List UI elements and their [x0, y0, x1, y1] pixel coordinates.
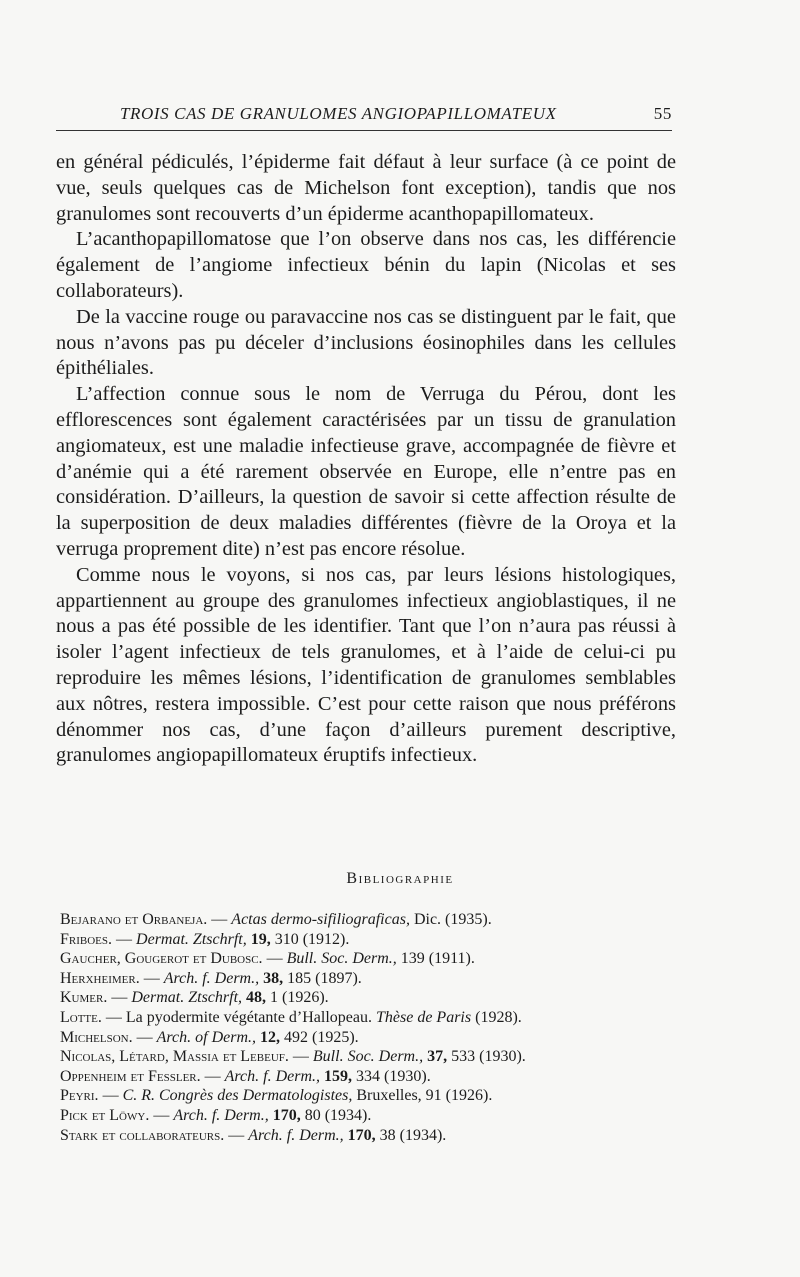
- reference-item: [60, 910, 700, 930]
- ref-journal: Arch. f. Derm.,: [224, 1067, 321, 1085]
- reference-list: [60, 910, 700, 1145]
- ref-details: 80 (1934).: [300, 1106, 372, 1124]
- ref-authors: Oppenheim et Fessler.: [60, 1067, 201, 1085]
- ref-volume: 19,: [250, 930, 271, 948]
- reference-item: [60, 969, 700, 989]
- ref-separator: —: [262, 950, 287, 968]
- page-number: 55: [653, 104, 672, 123]
- ref-journal: Dermat. Ztschrft,: [136, 930, 247, 948]
- ref-authors: Michelson.: [60, 1028, 133, 1046]
- reference-item: [60, 949, 700, 969]
- paragraph: Comme nous le voyons, si nos cas, par leurs lésions histologiques, appartiennent au groupe des granulomes infectieux angioblastiques, il ne nous a pas été possible de les identifier. Tant que l’on n’aura pas réussi à isoler l’agent infectieux de tels granulomes, et à l’aide de celui-ci pu reproduire les mêmes lésions, l’identification de granulomes semblables aux nôtres, restera impossible. C’est pour cette raison que nous préférons dénommer nos cas, d’une façon d’ailleurs purement descriptive, granulomes angiopapillomateux éruptifs infectieux.: [56, 563, 676, 767]
- reference-item: [60, 1047, 700, 1067]
- ref-details: Bruxelles, 91 (1926).: [352, 1087, 493, 1105]
- ref-volume: 170,: [272, 1106, 301, 1124]
- ref-journal: Dermat. Ztschrft,: [131, 989, 243, 1007]
- ref-authors: Herxheimer.: [60, 969, 140, 987]
- reference-item: [60, 1086, 700, 1106]
- reference-item: [60, 988, 700, 1008]
- ref-separator: —: [98, 1087, 123, 1105]
- ref-volume: 170,: [347, 1126, 376, 1144]
- ref-authors: Lotte.: [60, 1008, 102, 1026]
- ref-details: 139 (1911).: [396, 950, 475, 968]
- ref-separator: —: [207, 911, 232, 928]
- reference-item: [60, 1008, 700, 1028]
- ref-details: 1 (1926).: [266, 989, 329, 1007]
- ref-details: 185 (1897).: [283, 969, 362, 987]
- ref-authors: Stark et collaborateurs.: [60, 1126, 225, 1144]
- paragraph: De la vaccine rouge ou paravaccine nos cas se distinguent par le fait, que nous n’avons pas pu déceler d’inclusions éosinophiles dans les cellules épithéliales.: [56, 305, 676, 380]
- ref-journal: Arch. of Derm.,: [156, 1028, 257, 1046]
- ref-journal: Bull. Soc. Derm.,: [312, 1048, 424, 1066]
- ref-separator: —: [132, 1028, 157, 1046]
- reference-item: [60, 1028, 700, 1048]
- ref-authors: Kumer.: [60, 989, 108, 1007]
- paragraph: L’affection connue sous le nom de Verruga du Pérou, dont les efflorescences sont également caractérisées par un tissu de granulation angiomateux, est une maladie infectieuse grave, accompagnée de fièvre et d’anémie qui a été rarement observée en Europe, elle n’entre pas en considération. D’ailleurs, la question de savoir si cette affection résulte de la superposition de deux maladies différentes (fièvre de la Oroya et la verruga proprement dite) n’est pas encore résolue.: [56, 383, 676, 560]
- ref-separator: —: [200, 1067, 225, 1085]
- ref-details: Dic. (1935).: [409, 911, 492, 928]
- reference-item: [60, 1126, 700, 1146]
- reference-item: [60, 1067, 700, 1087]
- ref-volume: 48,: [246, 989, 267, 1007]
- ref-separator: — La pyodermite végétante d’Hallopeau.: [101, 1008, 376, 1026]
- running-title: TROIS CAS DE GRANULOMES ANGIOPAPILLOMATEUX: [120, 104, 557, 123]
- body-text: [56, 150, 676, 769]
- ref-authors: Gaucher, Gougerot et Dubosc.: [60, 950, 263, 968]
- ref-journal: C. R. Congrès des Dermatologistes,: [122, 1087, 353, 1105]
- ref-journal: Arch. f. Derm.,: [173, 1106, 269, 1124]
- reference-item: [60, 1106, 700, 1126]
- ref-authors: Pick et Löwy.: [60, 1106, 150, 1124]
- ref-separator: —: [224, 1126, 249, 1144]
- ref-authors: Bejarano et Orbaneja.: [60, 911, 208, 928]
- ref-details: 533 (1930).: [447, 1048, 526, 1066]
- paragraph: en général pédiculés, l’épiderme fait défaut à leur surface (à ce point de vue, seuls quelques cas de Michelson font exception), tandis que nos granulomes sont recouverts d’un épiderme acanthopapillomateux.: [56, 151, 676, 225]
- ref-details: 38 (1934).: [375, 1126, 447, 1144]
- ref-separator: —: [288, 1048, 313, 1066]
- ref-volume: 12,: [260, 1028, 281, 1046]
- ref-authors: Friboes.: [60, 930, 113, 948]
- ref-volume: 38,: [263, 969, 284, 987]
- ref-journal: Actas dermo-sifiliograficas,: [231, 911, 410, 928]
- ref-separator: —: [149, 1106, 174, 1124]
- ref-journal: Thèse de Paris: [376, 1008, 472, 1026]
- ref-separator: —: [107, 989, 132, 1007]
- ref-details: 310 (1912).: [270, 930, 350, 948]
- reference-item: [60, 930, 700, 950]
- ref-journal: Bull. Soc. Derm.,: [286, 950, 397, 968]
- ref-details: 492 (1925).: [280, 1028, 359, 1046]
- ref-details: (1928).: [471, 1008, 522, 1026]
- ref-separator: —: [112, 930, 137, 948]
- ref-authors: Peyri.: [60, 1087, 99, 1105]
- header-rule: [56, 130, 672, 131]
- ref-journal: Arch. f. Derm.,: [163, 969, 260, 987]
- ref-volume: 37,: [427, 1048, 448, 1066]
- ref-details: 334 (1930).: [352, 1067, 431, 1085]
- ref-journal: Arch. f. Derm.,: [248, 1126, 344, 1144]
- bibliography-title: Bibliographie: [346, 870, 454, 887]
- ref-authors: Nicolas, Létard, Massia et Lebeuf.: [60, 1048, 289, 1066]
- paragraph: L’acanthopapillomatose que l’on observe dans nos cas, les différencie également de l’angiome infectieux bénin du lapin (Nicolas et ses collaborateurs).: [56, 228, 676, 302]
- ref-volume: 159,: [324, 1067, 353, 1085]
- ref-separator: —: [139, 969, 164, 987]
